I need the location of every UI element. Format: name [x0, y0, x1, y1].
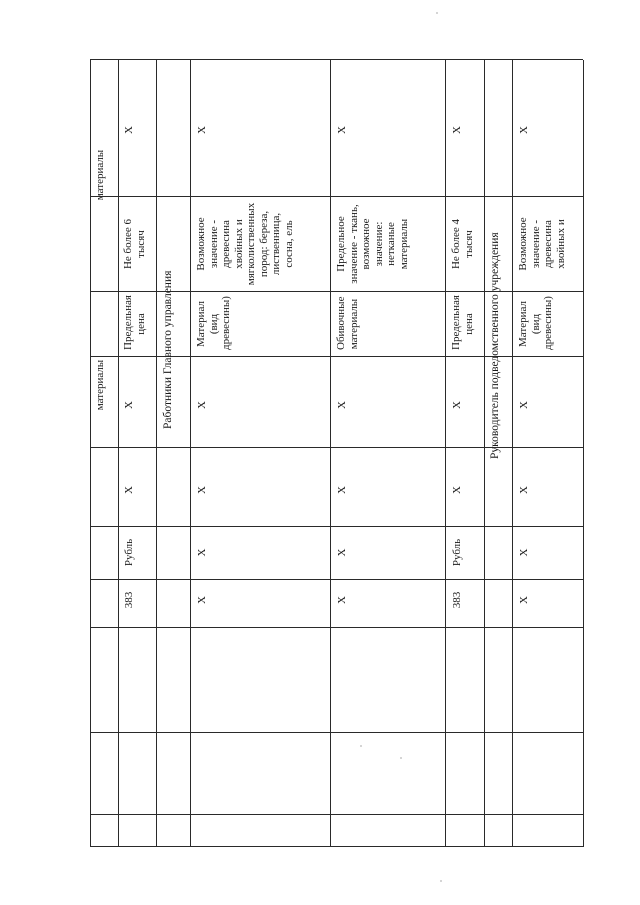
table-border-right [90, 59, 583, 60]
table-row-divider [90, 814, 583, 815]
cell-x: X [451, 401, 463, 409]
cell-x: X [336, 401, 348, 409]
table-col-divider [445, 60, 446, 847]
cell-value: Не более 6 тысяч [122, 218, 147, 270]
cell-x: X [518, 486, 530, 494]
section-heading: Работники Главного управления [162, 270, 174, 429]
table-col-divider [118, 60, 119, 847]
cell-x: X [336, 126, 348, 134]
cell-x: X [336, 596, 348, 604]
cell-x: X [196, 548, 208, 557]
cell-x: X [196, 401, 208, 409]
cell-x: X [123, 126, 135, 134]
cell-unit: Рубль [123, 538, 135, 567]
cell-code: 383 [123, 591, 135, 609]
cell-x: X [451, 486, 463, 494]
cell-value: Возможное значение - древесина хвойных и мягколиственных пород: береза, лиственница, сосна, ель [195, 202, 295, 286]
table-border-top [90, 60, 91, 847]
table-col-divider [156, 60, 157, 847]
cell-x: X [196, 486, 208, 494]
cell-x: X [196, 596, 208, 604]
cell-code: 383 [451, 591, 463, 609]
table-col-divider [512, 60, 513, 847]
cell-x: X [336, 548, 348, 557]
cell-characteristic: Обивочные материалы [335, 296, 360, 350]
cell-characteristic: Материал (вид древесины) [517, 296, 554, 350]
table-col-divider [330, 60, 331, 847]
scan-speck [400, 757, 402, 759]
cell-x: X [123, 401, 135, 409]
table-col-divider [190, 60, 191, 847]
scan-speck [440, 880, 442, 882]
cell-x: X [336, 486, 348, 494]
table-border-bottom [583, 60, 584, 847]
cell-characteristic: Предельная цена [450, 295, 475, 350]
cell-value: Не более 4 тысяч [450, 218, 475, 270]
cell-value: Возможное значение - древесина хвойных и [517, 217, 567, 271]
cell-characteristic: Предельная цена [122, 295, 147, 350]
scan-speck [360, 745, 362, 747]
table-row-divider [90, 526, 583, 527]
table-row-divider [90, 579, 583, 580]
cell-x: X [196, 126, 208, 134]
cell-x: X [518, 548, 530, 557]
table-col-divider [484, 60, 485, 847]
cell-x: X [518, 401, 530, 409]
cell-characteristic: Материал (вид древесины) [195, 296, 232, 350]
cell-x: X [123, 486, 135, 494]
cell-unit: Рубль [451, 538, 463, 567]
header-cell-materials: материалы [94, 149, 106, 201]
section-heading: Руководитель подведомственного учреждения [489, 232, 501, 459]
header-cell-materials: материалы [94, 359, 106, 411]
table-row-divider [90, 627, 583, 628]
scan-speck [436, 12, 438, 14]
table-border-left [90, 846, 583, 847]
cell-x: X [518, 596, 530, 604]
cell-value: Предельное значение - ткань, возможное значение: нетканые материалы [335, 204, 410, 284]
cell-x: X [518, 126, 530, 134]
cell-x: X [451, 126, 463, 134]
table-row-divider [90, 732, 583, 733]
